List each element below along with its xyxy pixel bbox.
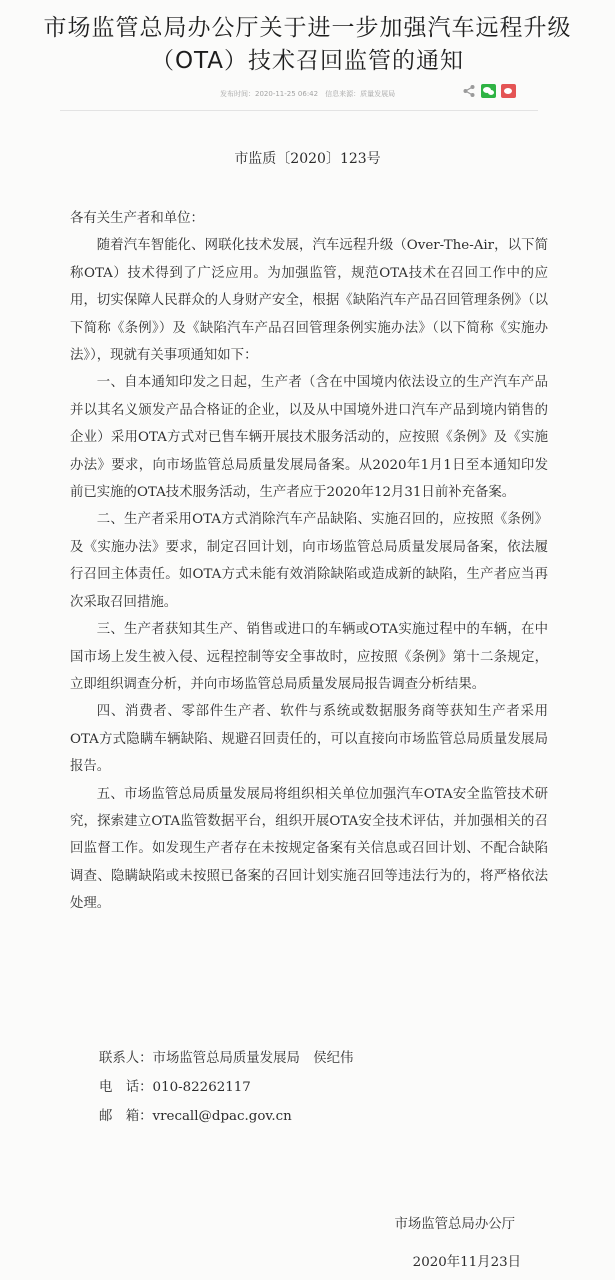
salutation: 各有关生产者和单位：	[70, 211, 204, 226]
document-body	[70, 205, 548, 918]
document-number: 市监质〔2020〕123号	[234, 151, 381, 167]
wechat-icon[interactable]	[481, 84, 496, 98]
header-divider	[60, 110, 538, 111]
signoff-block	[394, 1213, 521, 1270]
paragraph-item-5: 五、市场监管总局质量发展局将组织相关单位加强汽车OTA安全监管技术研究，探索建立OTA监管数据平台，组织开展OTA安全技术评估，并加强相关的召回监督工作。如发现生产者存在未按规定备案有关信息或召回计划、不配合缺陷调查、隐瞒缺陷或未按照已备案的召回计划实施召回等违法行为的，将严格依法处理。	[70, 786, 548, 912]
signoff-date: 2020年11月23日	[412, 1255, 521, 1270]
paragraph-item-4: 四、消费者、零部件生产者、软件与系统或数据服务商等获知生产者采用OTA方式隐瞒车辆缺陷、规避召回责任的，可以直接向市场监管总局质量发展局报告。	[70, 704, 548, 775]
paragraph-item-3: 三、生产者获知其生产、销售或进口的车辆或OTA实施过程中的车辆，在中国市场上发生被入侵、远程控制等安全事故时，应按照《条例》第十二条规定，立即组织调查分析，并向市场监管总局质量发展局报告调查分析结果。	[70, 622, 548, 692]
document-title: 市场监管总局办公厅关于进一步加强汽车远程升级（OTA）技术召回监管的通知	[43, 15, 572, 74]
contact-phone: 电 话：010-82262117	[99, 1080, 251, 1095]
share-icons	[462, 84, 516, 98]
share-icon[interactable]	[462, 84, 476, 98]
meta-bar	[60, 82, 538, 104]
signoff-organization: 市场监管总局办公厅	[394, 1217, 515, 1232]
contact-block	[99, 1044, 353, 1131]
weibo-icon[interactable]	[501, 84, 516, 98]
paragraph-item-2: 二、生产者采用OTA方式消除汽车产品缺陷、实施召回的，应按照《条例》及《实施办法》要求，制定召回计划，向市场监管总局质量发展局备案，依法履行召回主体责任。如OTA方式未能有效消除缺陷或造成新的缺陷，生产者应当再次采取召回措施。	[70, 512, 548, 610]
contact-email: 邮 箱：vrecall@dpac.gov.cn	[99, 1109, 292, 1124]
publish-meta: 发布时间：2020-11-25 06:42 信息来源：质量发展局	[220, 90, 396, 98]
paragraph-item-1: 一、自本通知印发之日起，生产者（含在中国境内依法设立的生产汽车产品并以其名义颁发产品合格证的企业，以及从中国境外进口汽车产品到境内销售的企业）采用OTA方式对已售车辆开展技术服务活动的，应按照《条例》及《实施办法》要求，向市场监管总局质量发展局备案。从2020年1月1日至本通知印发前已实施的OTA技术服务活动，生产者应于2020年12月31日前补充备案。	[70, 375, 548, 501]
paragraph-intro: 随着汽车智能化、网联化技术发展，汽车远程升级（Over-The-Air，以下简称OTA）技术得到了广泛应用。为加强监管，规范OTA技术在召回工作中的应用，切实保障人民群众的人身财产安全，根据《缺陷汽车产品召回管理条例》（以下简称《条例》）及《缺陷汽车产品召回管理条例实施办法》（以下简称《实施办法》），现就有关事项通知如下：	[70, 238, 548, 364]
contact-person: 联系人：市场监管总局质量发展局 侯纪伟	[99, 1051, 354, 1066]
